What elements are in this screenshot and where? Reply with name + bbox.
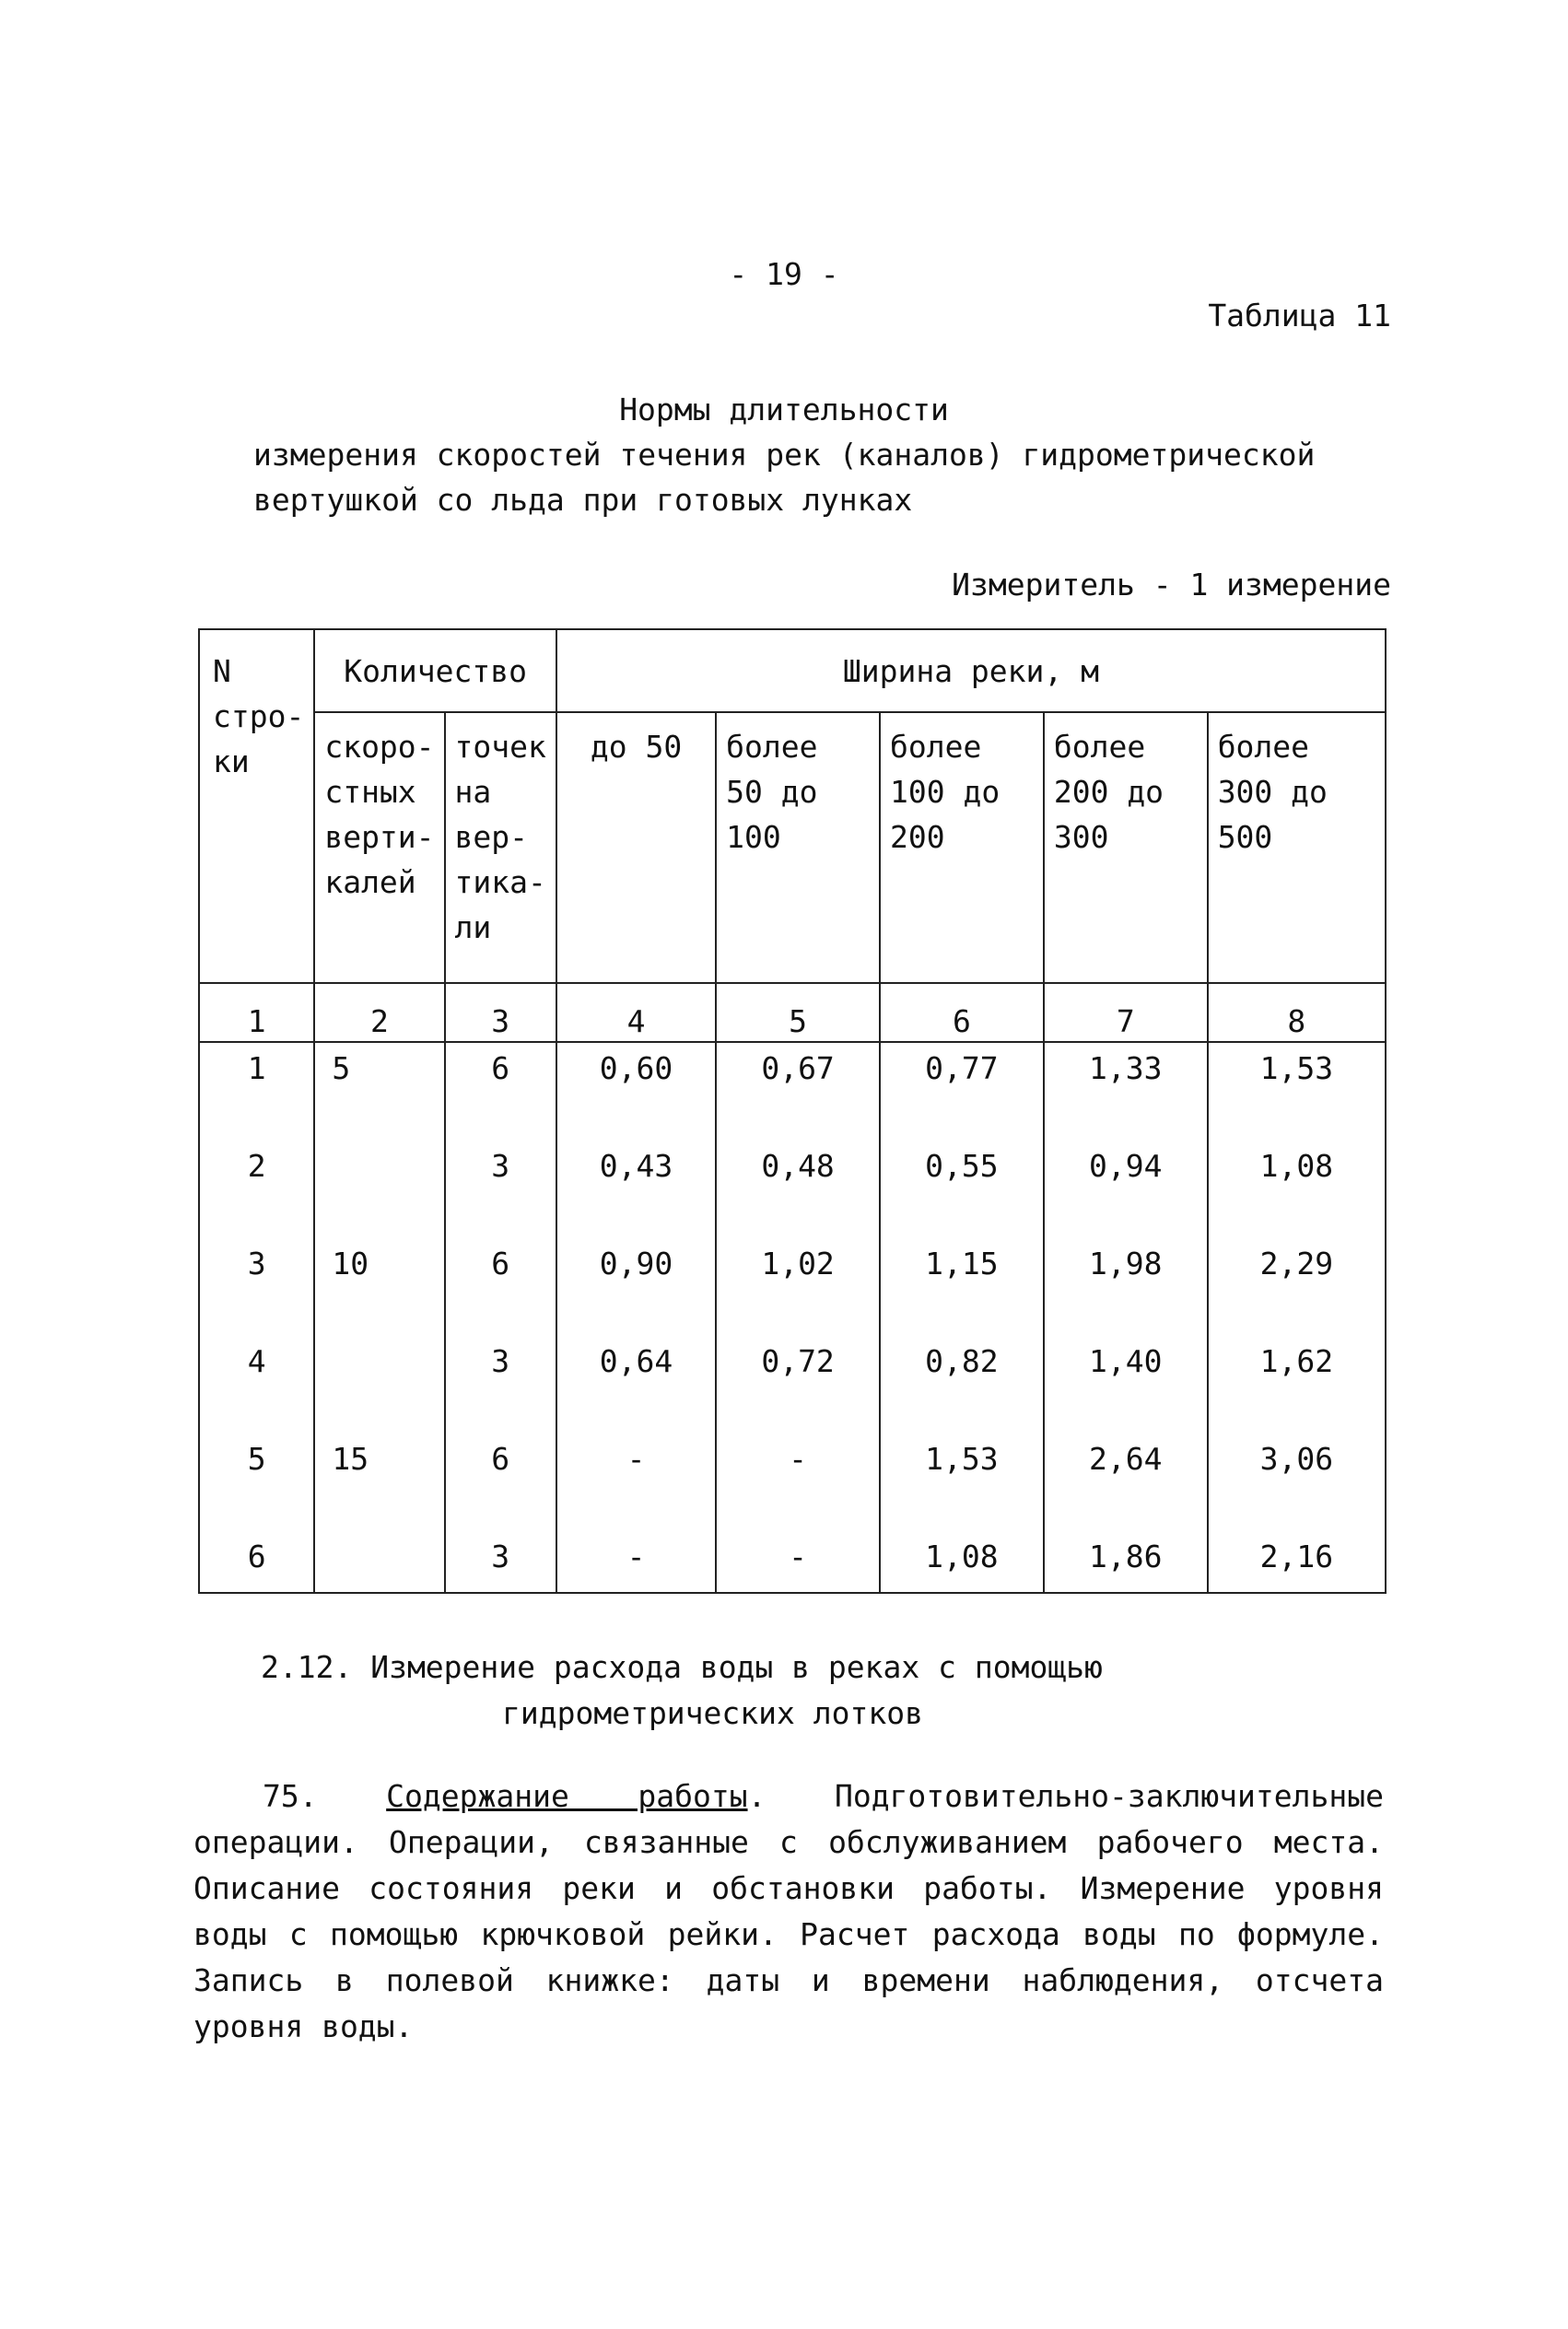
table-row: [199, 1336, 1386, 1434]
cell-width-4: 0,94: [1044, 1141, 1208, 1238]
column-number: 5: [716, 983, 880, 1042]
cell-points: 3: [445, 1531, 556, 1593]
cell-width-1: -: [556, 1531, 716, 1593]
header-verticals: скоро- стных верти- калей: [314, 712, 444, 983]
table-row: [199, 1042, 1386, 1141]
cell-verticals: [314, 1141, 444, 1238]
header-width-1: до 50: [556, 712, 716, 983]
table-number: Таблица 11: [1208, 298, 1391, 334]
cell-width-3: 1,15: [880, 1238, 1044, 1336]
cell-points: 3: [445, 1141, 556, 1238]
cell-width-5: 2,29: [1208, 1238, 1386, 1336]
cell-points: 6: [445, 1434, 556, 1531]
table-row: [199, 1531, 1386, 1593]
cell-verticals: [314, 1531, 444, 1593]
cell-width-5: 1,08: [1208, 1141, 1386, 1238]
cell-row-no: 5: [199, 1434, 314, 1531]
cell-width-2: 1,02: [716, 1238, 880, 1336]
cell-width-3: 0,77: [880, 1042, 1044, 1141]
header-row-no: N стро- ки: [199, 629, 314, 983]
page-number: - 19 -: [729, 256, 839, 292]
paragraph-text: . Подготовительно-заключительные операции. Операции, связанные с обслуживанием рабочего места. Описание состояния реки и обстановки работы. Измерение уровня воды с помощью крючковой рейки. Расчет расхода воды по формуле. Запись в полевой книжке: даты и времени наблюдения, отсчета уровня воды.: [193, 1778, 1384, 2044]
unit-note: Измеритель - 1 измерение: [952, 567, 1391, 603]
cell-verticals: [314, 1336, 444, 1434]
cell-width-1: 0,60: [556, 1042, 716, 1141]
header-width-3: более 100 до 200: [880, 712, 1044, 983]
cell-width-2: 0,48: [716, 1141, 880, 1238]
cell-width-1: 0,90: [556, 1238, 716, 1336]
cell-points: 6: [445, 1238, 556, 1336]
cell-verticals: 15: [314, 1434, 444, 1531]
column-number: 1: [199, 983, 314, 1042]
table-title: [0, 387, 1568, 522]
cell-width-4: 1,98: [1044, 1238, 1208, 1336]
table-row: [199, 1434, 1386, 1531]
cell-row-no: 4: [199, 1336, 314, 1434]
cell-width-2: 0,67: [716, 1042, 880, 1141]
cell-width-4: 1,33: [1044, 1042, 1208, 1141]
cell-width-2: -: [716, 1434, 880, 1531]
column-number: 2: [314, 983, 444, 1042]
paragraph-75: [193, 1773, 1384, 2050]
header-width-5: более 300 до 500: [1208, 712, 1386, 983]
cell-width-3: 1,53: [880, 1434, 1044, 1531]
norms-table: [198, 628, 1387, 1594]
cell-width-2: 0,72: [716, 1336, 880, 1434]
section-heading: [0, 1644, 1568, 1737]
cell-row-no: 1: [199, 1042, 314, 1141]
cell-width-3: 1,08: [880, 1531, 1044, 1593]
column-number: 3: [445, 983, 556, 1042]
title-line-1: Нормы длительности: [619, 392, 949, 427]
cell-row-no: 2: [199, 1141, 314, 1238]
column-number: 6: [880, 983, 1044, 1042]
cell-width-1: 0,64: [556, 1336, 716, 1434]
header-width-2: более 50 до 100: [716, 712, 880, 983]
column-number: 8: [1208, 983, 1386, 1042]
cell-points: 3: [445, 1336, 556, 1434]
section-heading-line-1: 2.12. Измерение расхода воды в реках с помощью: [261, 1649, 1103, 1685]
cell-verticals: 10: [314, 1238, 444, 1336]
cell-width-2: -: [716, 1531, 880, 1593]
cell-width-3: 0,55: [880, 1141, 1044, 1238]
title-line-3: вертушкой со льда при готовых лунках: [253, 482, 913, 518]
cell-points: 6: [445, 1042, 556, 1141]
cell-row-no: 6: [199, 1531, 314, 1593]
cell-width-5: 1,53: [1208, 1042, 1386, 1141]
column-numbers-row: [199, 983, 1386, 1042]
cell-verticals: 5: [314, 1042, 444, 1141]
table-row: [199, 1238, 1386, 1336]
header-quantity: Количество: [314, 629, 556, 712]
section-heading-line-2: гидрометрических лотков: [502, 1695, 923, 1731]
cell-width-4: 2,64: [1044, 1434, 1208, 1531]
cell-width-5: 1,62: [1208, 1336, 1386, 1434]
column-number: 4: [556, 983, 716, 1042]
table-row: [199, 1141, 1386, 1238]
cell-width-5: 2,16: [1208, 1531, 1386, 1593]
paragraph-number: 75.: [263, 1778, 318, 1814]
column-number: 7: [1044, 983, 1208, 1042]
header-width-4: более 200 до 300: [1044, 712, 1208, 983]
cell-width-1: -: [556, 1434, 716, 1531]
cell-width-1: 0,43: [556, 1141, 716, 1238]
cell-row-no: 3: [199, 1238, 314, 1336]
cell-width-4: 1,40: [1044, 1336, 1208, 1434]
cell-width-3: 0,82: [880, 1336, 1044, 1434]
header-points: точек на вер- тика- ли: [445, 712, 556, 983]
cell-width-5: 3,06: [1208, 1434, 1386, 1531]
cell-width-4: 1,86: [1044, 1531, 1208, 1593]
title-line-2: измерения скоростей течения рек (каналов) гидрометрической: [253, 437, 1316, 473]
header-river-width: Ширина реки, м: [556, 629, 1386, 712]
paragraph-heading: Содержание работы: [386, 1778, 748, 1814]
